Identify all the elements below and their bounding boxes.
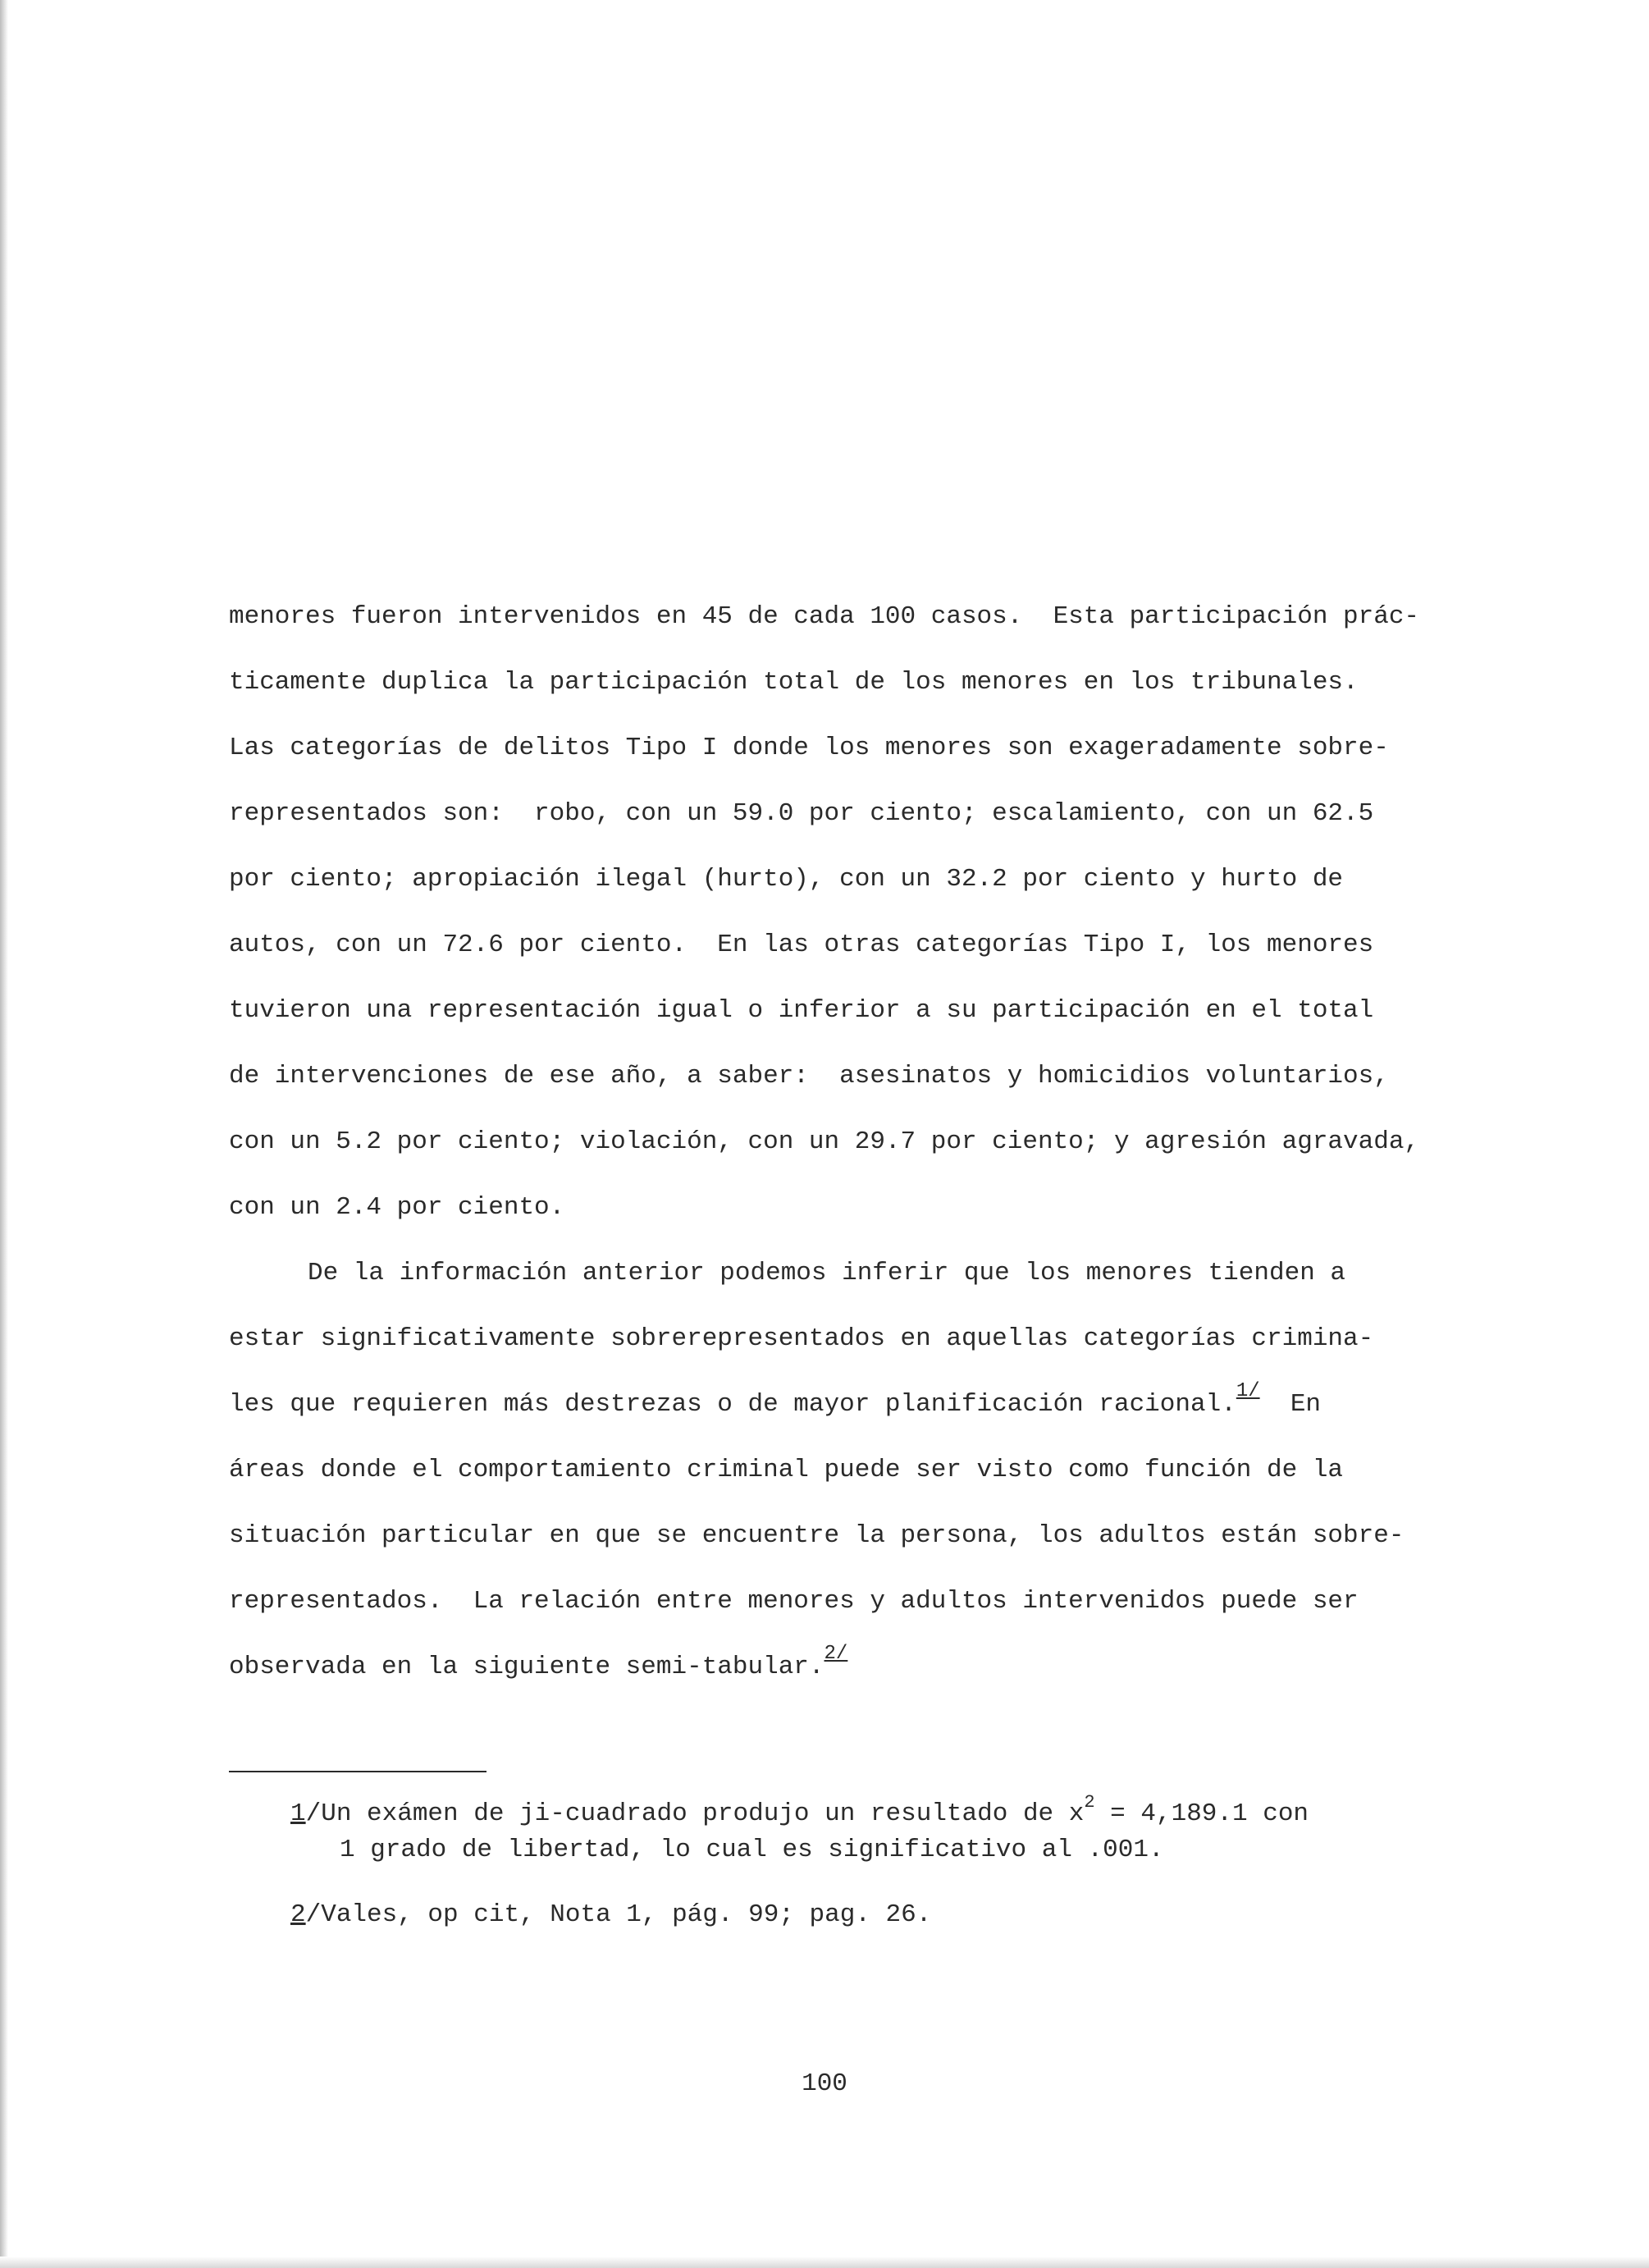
text-line: representados son: robo, con un 59.0 por ciento; escalamiento, con un 62.5 [229, 799, 1374, 828]
text-line: Las categorías de delitos Tipo I donde los menores son exageradamente sobre- [229, 734, 1389, 762]
footnote-1 [290, 1792, 1480, 1868]
text-line: autos, con un 72.6 por ciento. En las otras categorías Tipo I, los menores [229, 931, 1374, 959]
text-segment: les que requieren más destrezas o de mayor planificación racional. [229, 1390, 1236, 1419]
footnote-text: /Un exámen de ji-cuadrado produjo un resultado de x [305, 1799, 1085, 1828]
exponent: 2 [1084, 1792, 1095, 1813]
footnote-line [290, 1898, 1480, 1932]
text-line [229, 1372, 1492, 1438]
text-segment: observada en la siguiente semi-tabular. [229, 1653, 824, 1681]
text-line [229, 1635, 1492, 1700]
text-line: menores fueron intervenidos en 45 de cada 100 casos. Esta participación prác- [229, 602, 1420, 631]
footnote-line [290, 1792, 1480, 1833]
footnote-number: 1 [290, 1799, 306, 1828]
footnote-reference-1: 1/ [1236, 1380, 1260, 1402]
page-number: 100 [802, 2069, 847, 2098]
text-line: De la información anterior podemos inferir que los menores tienden a [308, 1259, 1346, 1287]
footnote-text: = 4,189.1 con [1094, 1799, 1309, 1828]
text-line: ticamente duplica la participación total de los menores en los tribunales. [229, 668, 1359, 697]
footnote-line: 1 grado de libertad, lo cual es significativo al .001. [340, 1836, 1164, 1864]
footnote-2 [290, 1898, 1480, 1932]
text-line: representados. La relación entre menores y adultos intervenidos puede ser [229, 1587, 1359, 1616]
scan-bottom-edge [0, 2257, 1649, 2268]
text-line: situación particular en que se encuentre la persona, los adultos están sobre- [229, 1521, 1405, 1550]
footnote-text: /Vales, op cit, Nota 1, pág. 99; pag. 26. [305, 1900, 932, 1929]
text-line: tuvieron una representación igual o inferior a su participación en el total [229, 996, 1374, 1025]
footnote-number: 2 [290, 1900, 306, 1929]
text-segment: En [1259, 1390, 1322, 1419]
footnote-separator [229, 1771, 486, 1772]
footnotes [290, 1792, 1480, 1963]
text-line: estar significativamente sobrerepresentados en aquellas categorías crimina- [229, 1324, 1374, 1353]
text-line: con un 5.2 por ciento; violación, con un 29.7 por ciento; y agresión agravada, [229, 1127, 1420, 1156]
scan-left-edge [0, 0, 8, 2268]
body-text [229, 584, 1492, 1700]
text-line: con un 2.4 por ciento. [229, 1193, 565, 1222]
text-line: de intervenciones de ese año, a saber: asesinatos y homicidios voluntarios, [229, 1062, 1389, 1091]
footnote-reference-2: 2/ [824, 1643, 848, 1665]
text-line: áreas donde el comportamiento criminal puede ser visto como función de la [229, 1456, 1344, 1484]
text-line: por ciento; apropiación ilegal (hurto), con un 32.2 por ciento y hurto de [229, 865, 1344, 894]
